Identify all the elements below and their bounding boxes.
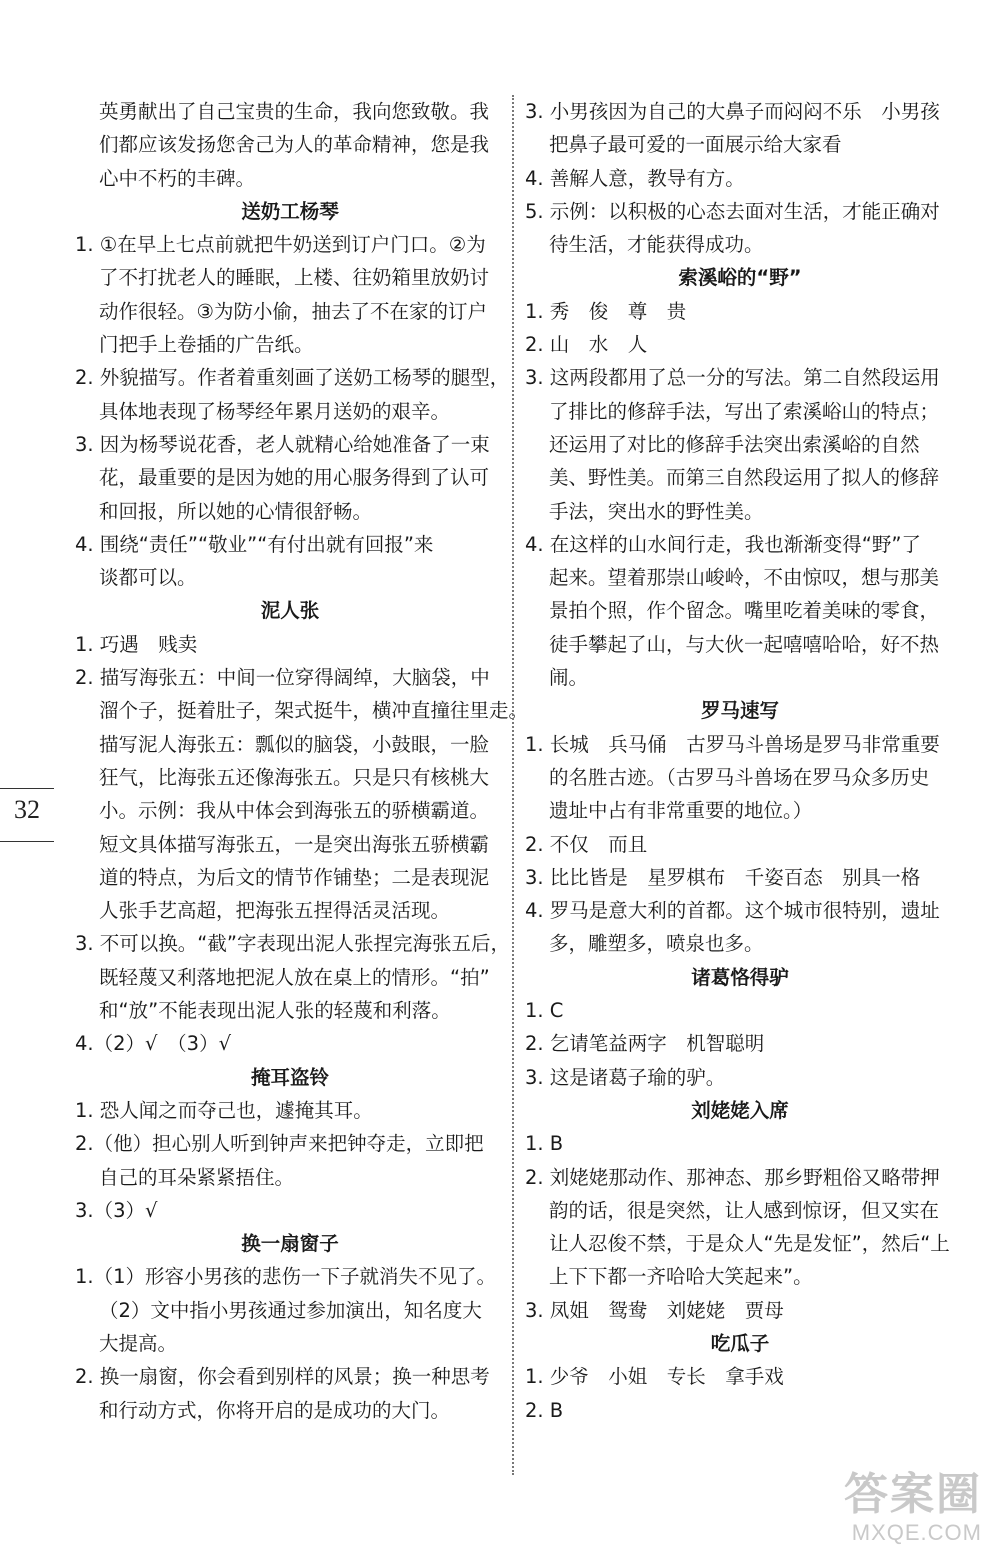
left-text-line: 具体地表现了杨琴经年累月送奶的艰辛。 xyxy=(99,399,451,423)
right-text-line: 2. B xyxy=(525,1398,564,1422)
right-text-line: 还运用了对比的修辞手法突出索溪峪的自然 xyxy=(549,432,920,456)
right-text-line: 的名胜古迹。（古罗马斗兽场在罗马众多历史 xyxy=(549,765,930,789)
left-text-line: 4.（2）√ （3）√ xyxy=(75,1032,232,1056)
right-section-heading: 罗马速写 xyxy=(700,699,779,723)
left-text-line: 和行动方式，你将开启的是成功的大门。 xyxy=(99,1398,451,1422)
right-text-line: 2. 不仅 而且 xyxy=(525,832,648,856)
left-text-line: 小。示例：我从中体会到海张五的骄横霸道。 xyxy=(99,799,490,823)
left-text-line: 溜个子，挺着肚子，架式挺牛，横冲直撞往里走。 xyxy=(99,699,529,723)
right-text-line: 2. 乞请笔益两字 机智聪明 xyxy=(525,1032,765,1056)
right-text-line: 景拍个照，作个留念。嘴里吃着美味的零食， xyxy=(549,599,940,623)
right-text-line: 多，雕塑多，喷泉也多。 xyxy=(549,932,764,956)
left-text-line: 动作很轻。③为防小偷，抽去了不在家的订户 xyxy=(99,299,487,323)
right-text-line: 闹。 xyxy=(549,666,589,690)
left-text-line: 大提高。 xyxy=(99,1331,178,1355)
right-text-line: 美、野性美。而第三自然段运用了拟人的修辞 xyxy=(549,466,940,490)
left-text-line: 狂气，比海张五还像海张五。只是只有核桃大 xyxy=(99,765,490,789)
left-text-line: 门把手上卷插的广告纸。 xyxy=(99,333,314,357)
left-text-line: 英勇献出了自己宝贵的生命，我向您致敬。我 xyxy=(99,100,490,123)
right-section-heading: 诸葛恪得驴 xyxy=(691,965,789,989)
right-text-line: 上下下都一齐哈哈大笑起来”。 xyxy=(549,1265,813,1289)
right-text-line: 3. 这是诸葛子瑜的驴。 xyxy=(525,1065,726,1089)
left-text-line: 自己的耳朵紧紧捂住。 xyxy=(99,1165,295,1189)
left-text-line: 花，最重要的是因为她的用心服务得到了认可 xyxy=(99,466,490,490)
right-text-line: 遗址中占有非常重要的地位。） xyxy=(549,799,813,823)
left-text-line: 1. 巧遇 贱卖 xyxy=(75,632,198,656)
page-number: 32 xyxy=(14,795,40,824)
right-text-line: 了排比的修辞手法，写出了索溪峪山的特点； xyxy=(549,399,940,423)
right-text-line: 1. 少爷 小姐 专长 拿手戏 xyxy=(525,1365,784,1389)
left-section-heading: 送奶工杨琴 xyxy=(241,199,339,223)
watermark-url: MXQE.COM xyxy=(851,1520,982,1545)
right-text-line: 4. 罗马是意大利的首都。这个城市很特别，遗址 xyxy=(525,899,940,923)
right-text-line: 徒手攀起了山，与大伙一起嘻嘻哈哈，好不热 xyxy=(549,632,940,656)
right-text-line: 1. 长城 兵马俑 古罗马斗兽场是罗马非常重要 xyxy=(525,732,940,756)
left-text-line: 心中不朽的丰碑。 xyxy=(99,166,256,190)
left-text-line: 谈都可以。 xyxy=(99,566,197,590)
left-text-line: 3. 不可以换。“截”字表现出泥人张捏完海张五后， xyxy=(75,932,511,956)
right-text-line: 1. 秀 俊 尊 贵 xyxy=(525,299,687,323)
left-text-line: 们都应该发扬您舍己为人的革命精神，您是我 xyxy=(99,133,490,157)
watermark-text: 答案圈 xyxy=(844,1470,982,1519)
left-text-line: 既轻蔑又利落地把泥人放在桌上的情形。“拍” xyxy=(99,965,490,989)
left-text-line: 和“放”不能表现出泥人张的轻蔑和利落。 xyxy=(99,999,451,1023)
right-text-line: 2. 山 水 人 xyxy=(525,333,648,357)
right-section-heading: 刘姥姥入席 xyxy=(691,1098,789,1122)
right-text-line: 4. 善解人意，教导有方。 xyxy=(525,166,745,190)
left-section-heading: 泥人张 xyxy=(260,599,320,623)
left-text-line: 了不打扰老人的睡眠，上楼、往奶箱里放奶讨 xyxy=(99,266,490,290)
left-text-line: 3. 因为杨琴说花香，老人就精心给她准备了一束 xyxy=(75,432,490,456)
watermark-logo xyxy=(844,1470,982,1546)
right-column xyxy=(525,95,955,1427)
right-text-line: 4. 在这样的山水间行走，我也渐渐变得“野”了 xyxy=(525,532,922,556)
left-text-line: 和回报，所以她的心情很舒畅。 xyxy=(99,499,373,523)
right-text-line: 待生活，才能获得成功。 xyxy=(549,233,764,257)
right-text-line: 3. 小男孩因为自己的大鼻子而闷闷不乐 小男孩 xyxy=(525,100,940,123)
left-column xyxy=(75,95,529,1427)
right-text-line: 5. 示例：以积极的心态去面对生活，才能正确对 xyxy=(525,199,940,223)
column-divider xyxy=(512,95,514,1475)
right-text-line: 3. 比比皆是 星罗棋布 千姿百态 别具一格 xyxy=(525,865,921,889)
right-text-line: 1. B xyxy=(525,1132,564,1156)
right-text-line: 韵的话，很是突然，让人感到惊讶，但又实在 xyxy=(549,1198,940,1222)
right-text-line: 3. 凤姐 鸳鸯 刘姥姥 贾母 xyxy=(525,1298,784,1322)
left-text-line: 2.（他）担心别人听到钟声来把钟夺走，立即把 xyxy=(75,1132,484,1156)
left-text-line: （2）文中指小男孩通过参加演出，知名度大 xyxy=(99,1298,482,1322)
left-text-line: 3.（3）√ xyxy=(75,1198,158,1222)
right-text-line: 3. 这两段都用了总一分的写法。第二自然段运用 xyxy=(525,366,940,390)
right-section-heading: 吃瓜子 xyxy=(710,1331,770,1355)
right-section-heading: 索溪峪的“野” xyxy=(678,266,802,290)
left-text-line: 人张手艺高超，把海张五捏得活灵活现。 xyxy=(99,899,451,923)
left-text-line: 1.（1）形容小男孩的悲伤一下子就消失不见了。 xyxy=(75,1265,497,1289)
left-text-line: 道的特点，为后文的情节作铺垫；二是表现泥 xyxy=(99,865,490,889)
left-text-line: 2. 换一扇窗，你会看到别样的风景；换一种思考 xyxy=(75,1365,490,1389)
right-text-line: 2. 刘姥姥那动作、那神态、那乡野粗俗又略带押 xyxy=(525,1165,940,1189)
left-text-line: 描写泥人海张五：瓢似的脑袋，小鼓眼，一脸 xyxy=(99,732,490,756)
left-text-line: 2. 描写海张五：中间一位穿得阔绰，大脑袋，中 xyxy=(75,666,490,690)
left-text-line: 4. 围绕“责任”“敬业”“有付出就有回报”来 xyxy=(75,532,434,556)
left-section-heading: 换一扇窗子 xyxy=(241,1232,339,1256)
right-text-line: 1. C xyxy=(525,999,564,1023)
right-text-line: 起来。望着那崇山峻岭，不由惊叹，想与那美 xyxy=(549,566,940,590)
right-text-line: 把鼻子最可爱的一面展示给大家看 xyxy=(549,133,842,157)
left-text-line: 短文具体描写海张五，一是突出海张五骄横霸 xyxy=(99,832,490,856)
left-text-line: 1. ①在早上七点前就把牛奶送到订户门口。②为 xyxy=(75,233,486,257)
left-text-line: 1. 恐人闻之而夺己也，遽掩其耳。 xyxy=(75,1098,373,1122)
right-text-line: 让人忍俊不禁，于是众人“先是发怔”，然后“上 xyxy=(549,1232,950,1256)
left-section-heading: 掩耳盗铃 xyxy=(250,1065,329,1089)
left-text-line: 2. 外貌描写。作者着重刻画了送奶工杨琴的腿型， xyxy=(75,366,510,390)
right-text-line: 手法，突出水的野性美。 xyxy=(549,499,764,523)
